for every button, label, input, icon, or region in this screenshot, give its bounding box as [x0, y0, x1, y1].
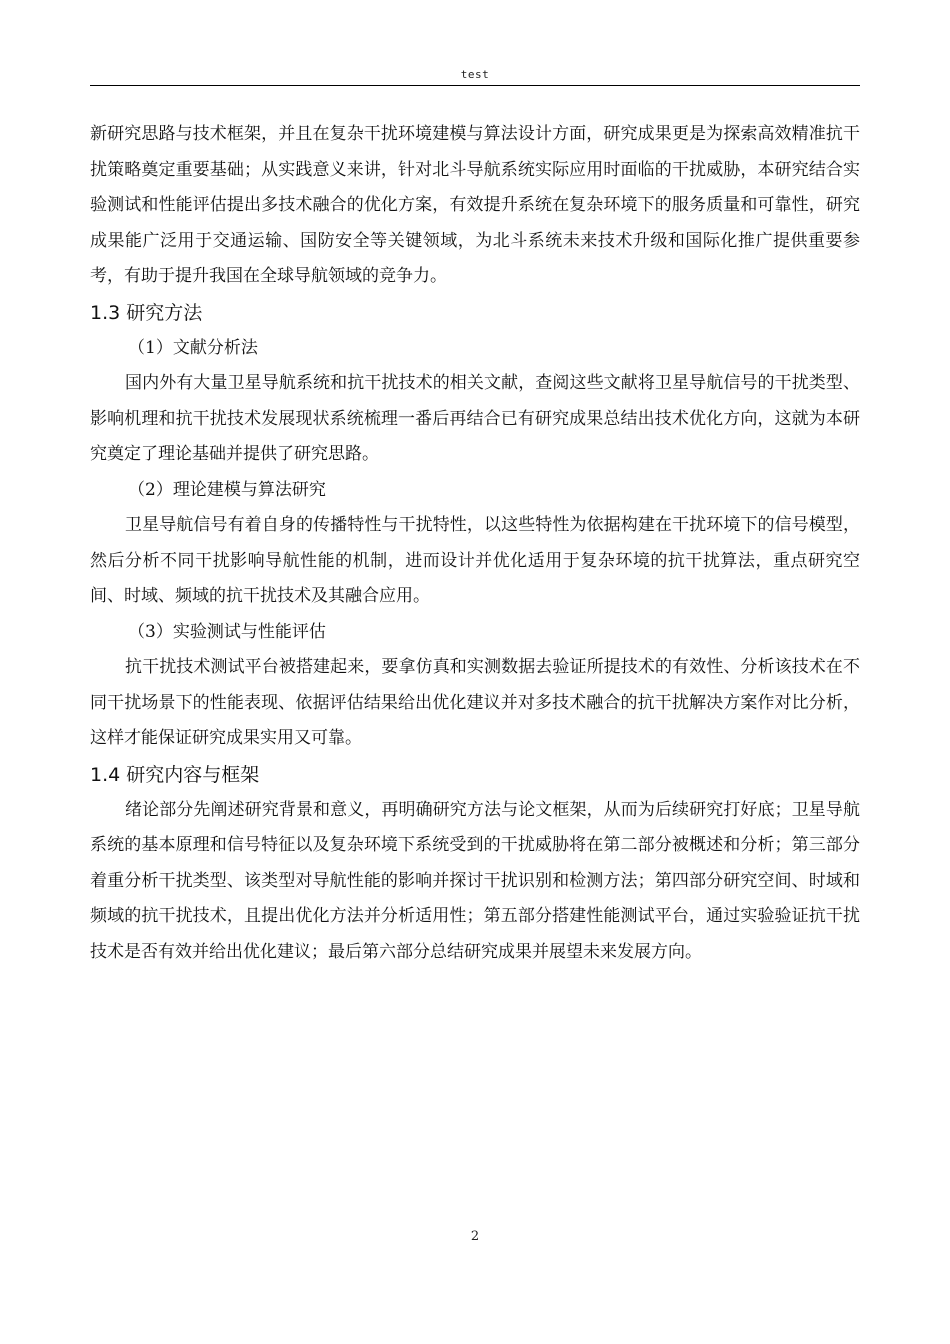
intro-paragraph: 新研究思路与技术框架，并且在复杂干扰环境建模与算法设计方面，研究成果更是为探索高效精准抗干扰策略奠定重要基础；从实践意义来讲，针对北斗导航系统实际应用时面临的干扰威胁，本研究结合实验测试和性能评估提出多技术融合的优化方案，有效提升系统在复杂环境下的服务质量和可靠性，研究成果能广泛用于交通运输、国防安全等关键领域，为北斗系统未来技术升级和国际化推广提供重要参考，有助于提升我国在全球导航领域的竞争力。 — [90, 124, 860, 286]
method-1-heading: （1）文献分析法 — [128, 337, 258, 358]
content-framework-paragraph: 绪论部分先阐述研究背景和意义，再明确研究方法与论文框架，从而为后续研究打好底；卫星导航系统的基本原理和信号特征以及复杂环境下系统受到的干扰威胁将在第二部分被概述和分析；第三部分着重分析干扰类型、该类型对导航性能的影响并探讨干扰识别和检测方法；第四部分研究空间、时域和频域的抗干扰技术，且提出优化方法并分析适用性；第五部分搭建性能测试平台，通过实验验证抗干扰技术是否有效并给出优化建议；最后第六部分总结研究成果并展望未来发展方向。 — [90, 799, 860, 962]
method-3-paragraph: 抗干扰技术测试平台被搭建起来，要拿仿真和实测数据去验证所提技术的有效性、分析该技术在不同干扰场景下的性能表现、依据评估结果给出优化建议并对多技术融合的抗干扰解决方案作对比分析，这样才能保证研究成果实用又可靠。 — [90, 657, 860, 748]
header-rule — [90, 85, 860, 86]
method-3-heading: （3）实验测试与性能评估 — [128, 621, 326, 642]
method-1-paragraph: 国内外有大量卫星导航系统和抗干扰技术的相关文献，查阅这些文献将卫星导航信号的干扰类型、影响机理和抗干扰技术发展现状系统梳理一番后再结合已有研究成果总结出技术优化方向，这就为本研究奠定了理论基础并提供了研究思路。 — [90, 373, 860, 464]
method-2-heading: （2）理论建模与算法研究 — [128, 479, 326, 500]
page-header: test — [460, 68, 490, 81]
method-2-paragraph: 卫星导航信号有着自身的传播特性与干扰特性，以这些特性为依据构建在干扰环境下的信号模型，然后分析不同干扰影响导航性能的机制，进而设计并优化适用于复杂环境的抗干扰算法，重点研究空间、时域、频域的抗干扰技术及其融合应用。 — [90, 515, 860, 606]
page-number: 2 — [470, 1229, 480, 1244]
section-heading-1-4: 1.4 研究内容与框架 — [90, 763, 260, 786]
section-heading-1-3: 1.3 研究方法 — [90, 301, 203, 324]
page-body — [90, 117, 860, 970]
